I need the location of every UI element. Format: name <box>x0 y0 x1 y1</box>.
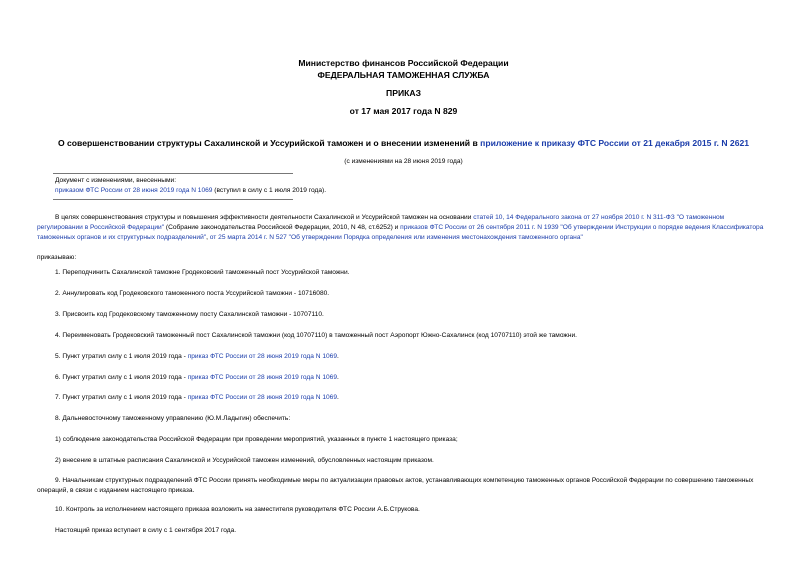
effective-date: Настоящий приказ вступает в силу с 1 сентября 2017 года. <box>55 527 237 534</box>
amendment-suffix: (вступил в силу с 1 июля 2019 года). <box>212 187 327 194</box>
revision-note: (с изменениями на 28 июня 2019 года) <box>344 158 463 165</box>
list-item-4: 4. Переименовать Гродековский таможенный пост Сахалинской таможни (код 10707110) в таможенный пост Аэропорт Южно-Сахалинск (код 10707110) этой же таможни. <box>55 332 578 339</box>
title-link[interactable]: приложение к приказу ФТС России от 21 декабря 2015 г. N 2621 <box>480 138 750 148</box>
ministry-name: Министерство финансов Российской Федерации <box>298 58 509 68</box>
service-name: ФЕДЕРАЛЬНАЯ ТАМОЖЕННАЯ СЛУЖБА <box>317 70 490 80</box>
law-link[interactable]: статей 10, 14 Федерального закона от 27 ноября 2010 г. N 311-ФЗ "О таможенном регулировании в Российской Федерации" <box>37 214 725 231</box>
doc-type: ПРИКАЗ <box>386 88 421 98</box>
item-7-text: 7. Пункт утратил силу с 1 июля 2019 года - <box>55 394 188 401</box>
item-6-text: 6. Пункт утратил силу с 1 июля 2019 года - <box>55 374 188 381</box>
list-item-2: 2. Аннулировать код Гродековского таможенного поста Уссурийской таможни - 10716080. <box>55 290 330 297</box>
order-527-link[interactable]: от 25 марта 2014 г. N 527 "Об утверждении Порядка определения или изменения местонахождения таможенного органа" <box>209 234 583 241</box>
list-item-8-2: 2) внесение в штатные расписания Сахалинской и Уссурийской таможен изменений, обусловленных настоящим приказом. <box>55 457 434 464</box>
preamble <box>37 213 767 243</box>
amendment-link[interactable]: приказом ФТС России от 28 июня 2019 года N 1069 <box>55 187 213 194</box>
amendments-heading: Документ с изменениями, внесенными: <box>55 177 177 184</box>
doc-date: от 17 мая 2017 года N 829 <box>349 106 458 116</box>
divider-bottom <box>53 199 293 200</box>
preamble-text-3: , <box>206 234 210 241</box>
item-7-end: . <box>337 394 339 401</box>
item-5-text: 5. Пункт утратил силу с 1 июля 2019 года - <box>55 353 188 360</box>
order-1939-link[interactable]: приказов ФТС России от 26 сентября 2011 г. N 1939 "Об утверждении Инструкции о порядке ведения Классификатора таможенных органов и их структурных подразделений" <box>37 224 764 241</box>
list-item-9: 9. Начальникам структурных подразделений ФТС России принять необходимые меры по актуализации правовых актов, устанавливающих компетенцию таможенных органов Российской Федерации по совершению таможенных операций, в связи с изданием настоящего приказа. <box>37 477 754 494</box>
title-text: О совершенствовании структуры Сахалинской и Уссурийской таможен и о внесении изменений в <box>57 138 481 148</box>
item-6-end: . <box>337 374 339 381</box>
list-item-8: 8. Дальневосточному таможенному управлению (Ю.М.Ладыгин) обеспечить: <box>55 415 291 422</box>
list-item-7 <box>55 394 339 401</box>
item-7-link[interactable]: приказ ФТС России от 28 июня 2019 года N 1069 <box>187 394 338 401</box>
preamble-text-1: В целях совершенствования структуры и повышения эффективности деятельности Сахалинской и Уссурийской таможен на основании <box>55 214 474 221</box>
order-word: приказываю: <box>37 254 77 261</box>
amendments-line <box>55 187 326 194</box>
list-item-1: 1. Переподчинить Сахалинской таможне Гродековский таможенный пост Уссурийской таможни. <box>55 269 350 276</box>
preamble-text-2: (Собрание законодательства Российской Федерации, 2010, N 48, ст.6252) и <box>164 224 401 231</box>
list-item-3: 3. Присвоить код Гродековскому таможенному посту Сахалинской таможни - 10707110. <box>55 311 324 318</box>
item-5-link[interactable]: приказ ФТС России от 28 июня 2019 года N 1069 <box>187 353 338 360</box>
list-item-6 <box>55 374 339 381</box>
page-title <box>0 138 807 148</box>
list-item-8-1: 1) соблюдение законодательства Российской Федерации при проведении мероприятий, указанных в пункте 1 настоящего приказа; <box>55 436 458 443</box>
list-item-5 <box>55 353 339 360</box>
divider-top <box>53 173 293 174</box>
item-6-link[interactable]: приказ ФТС России от 28 июня 2019 года N 1069 <box>187 374 338 381</box>
list-item-10: 10. Контроль за исполнением настоящего приказа возложить на заместителя руководителя ФТС России А.Б.Струкова. <box>55 506 420 513</box>
item-5-end: . <box>337 353 339 360</box>
